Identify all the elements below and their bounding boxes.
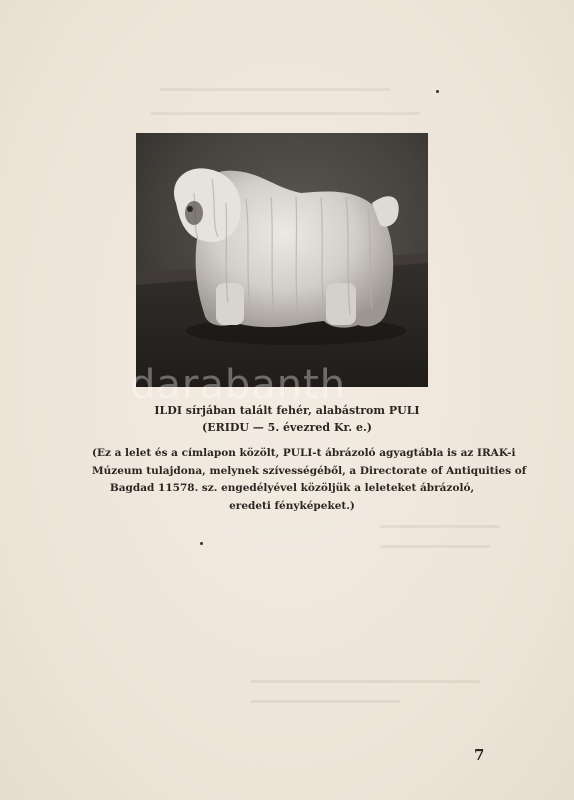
- bleed-through-line: [250, 700, 400, 703]
- bleed-through-line: [160, 88, 390, 91]
- ink-speck: [436, 90, 439, 93]
- bleed-through-line: [380, 525, 500, 528]
- puli-statue-photo: [136, 133, 428, 387]
- ink-speck: [200, 542, 203, 545]
- caption-line-2: (ERIDU — 5. évezred Kr. e.): [202, 421, 372, 434]
- note-line: eredeti fényképeket.): [229, 499, 355, 512]
- bleed-through-line: [150, 112, 420, 115]
- note-line: Múzeum tulajdona, melynek szívességéből, a Directorate of Antiquities of: [92, 464, 527, 477]
- caption-line-1: ILDI sírjában talált fehér, alabástrom PULI: [154, 404, 420, 417]
- page-number: 7: [474, 746, 485, 764]
- bleed-through-line: [250, 680, 480, 683]
- photo-caption: [120, 402, 454, 436]
- watermark-text: darabanth: [130, 362, 347, 408]
- note-line: (Ez a lelet és a címlapon közölt, PULI-t ábrázoló agyagtábla is az IRAK-i: [92, 447, 516, 459]
- source-note: [92, 445, 527, 515]
- bleed-through-line: [380, 545, 490, 548]
- note-line: Bagdad 11578. sz. engedélyével közöljük a leleteket ábrázoló,: [109, 482, 475, 494]
- photo-image: [136, 133, 428, 387]
